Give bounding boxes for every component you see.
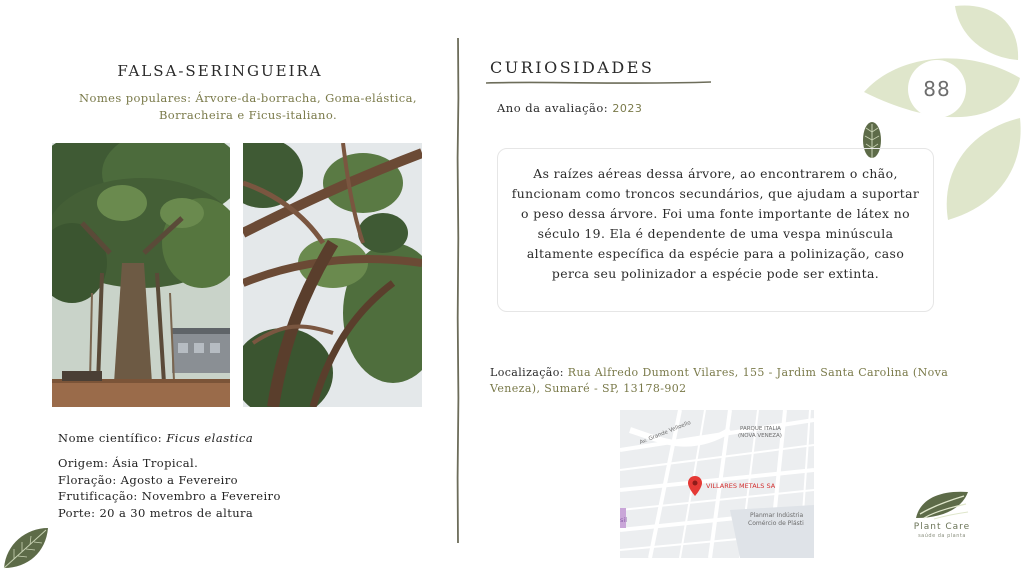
fact-origin: Origem: Ásia Tropical. — [58, 456, 199, 470]
scientific-name-line — [58, 431, 253, 445]
page-number-badge: 88 — [908, 60, 966, 118]
location-line — [490, 365, 970, 396]
fact-fruiting: Frutificação: Novembro a Fevereiro — [58, 489, 281, 503]
location-map[interactable] — [620, 410, 814, 558]
map-business-label-2: Comércio de Plásti — [748, 520, 804, 527]
popular-names: Nomes populares: Árvore-da-borracha, Goma-elástica, Borracheira e Ficus-italiano. — [79, 91, 417, 122]
fact-flowering: Floração: Agosto a Fevereiro — [58, 472, 238, 487]
evaluation-year-line — [497, 101, 642, 115]
fact-size: Porte: 20 a 30 metros de altura — [58, 505, 254, 520]
tree-photo-1 — [52, 143, 230, 407]
leaf-top-icon — [955, 5, 1018, 60]
map-park-label-2: (NOVA VENEZA) — [738, 433, 782, 439]
scientific-name: Ficus elastica — [166, 431, 254, 445]
evaluation-label: Ano da avaliação: — [497, 101, 613, 115]
location-address: Rua Alfredo Dumont Vilares, 155 - Jardim Santa Carolina (Nova Veneza), Sumaré - SP, 13178-902 — [490, 366, 949, 395]
curiosities-underline — [486, 80, 711, 86]
leaf-lower-icon — [947, 118, 1021, 220]
map-pin-icon[interactable] — [688, 476, 702, 496]
map-pin-label: VILLARES METALS SA — [706, 482, 776, 490]
location-label: Localização: — [490, 366, 568, 379]
vertical-divider — [456, 38, 460, 543]
map-business-label-1: Planmar Indústria — [750, 512, 804, 519]
map-street-label: Av. Grande Velloello — [638, 419, 692, 447]
tree-photo-2 — [243, 143, 422, 407]
brand-tagline: saúde da planta — [918, 533, 966, 539]
brand-name: Plant Care — [913, 522, 971, 532]
scientific-name-label: Nome científico: — [58, 431, 167, 445]
curiosity-textbox: As raízes aéreas dessa árvore, ao encontrarem o chão, funcionam como troncos secundários, que ajudam a suportar o peso dessa árvore. Foi uma fonte importante de látex no século 19. Ela é dependente de uma vespa minúscula altamente específica da espécie para a polinização, caso perca seu polinizador a espécie pode ser extinta. — [497, 148, 934, 312]
species-title: FALSA-SERINGUEIRA — [117, 62, 323, 80]
plant-facts — [58, 455, 281, 521]
map-park-label-1: PARQUE ITALIA — [740, 426, 781, 432]
evaluation-year: 2023 — [612, 102, 643, 115]
curiosities-title: CURIOSIDADES — [490, 58, 655, 77]
decorative-leaf-bottom-left — [0, 524, 52, 572]
plant-care-logo-icon — [914, 488, 970, 520]
map-edge-label: sil — [620, 516, 627, 524]
